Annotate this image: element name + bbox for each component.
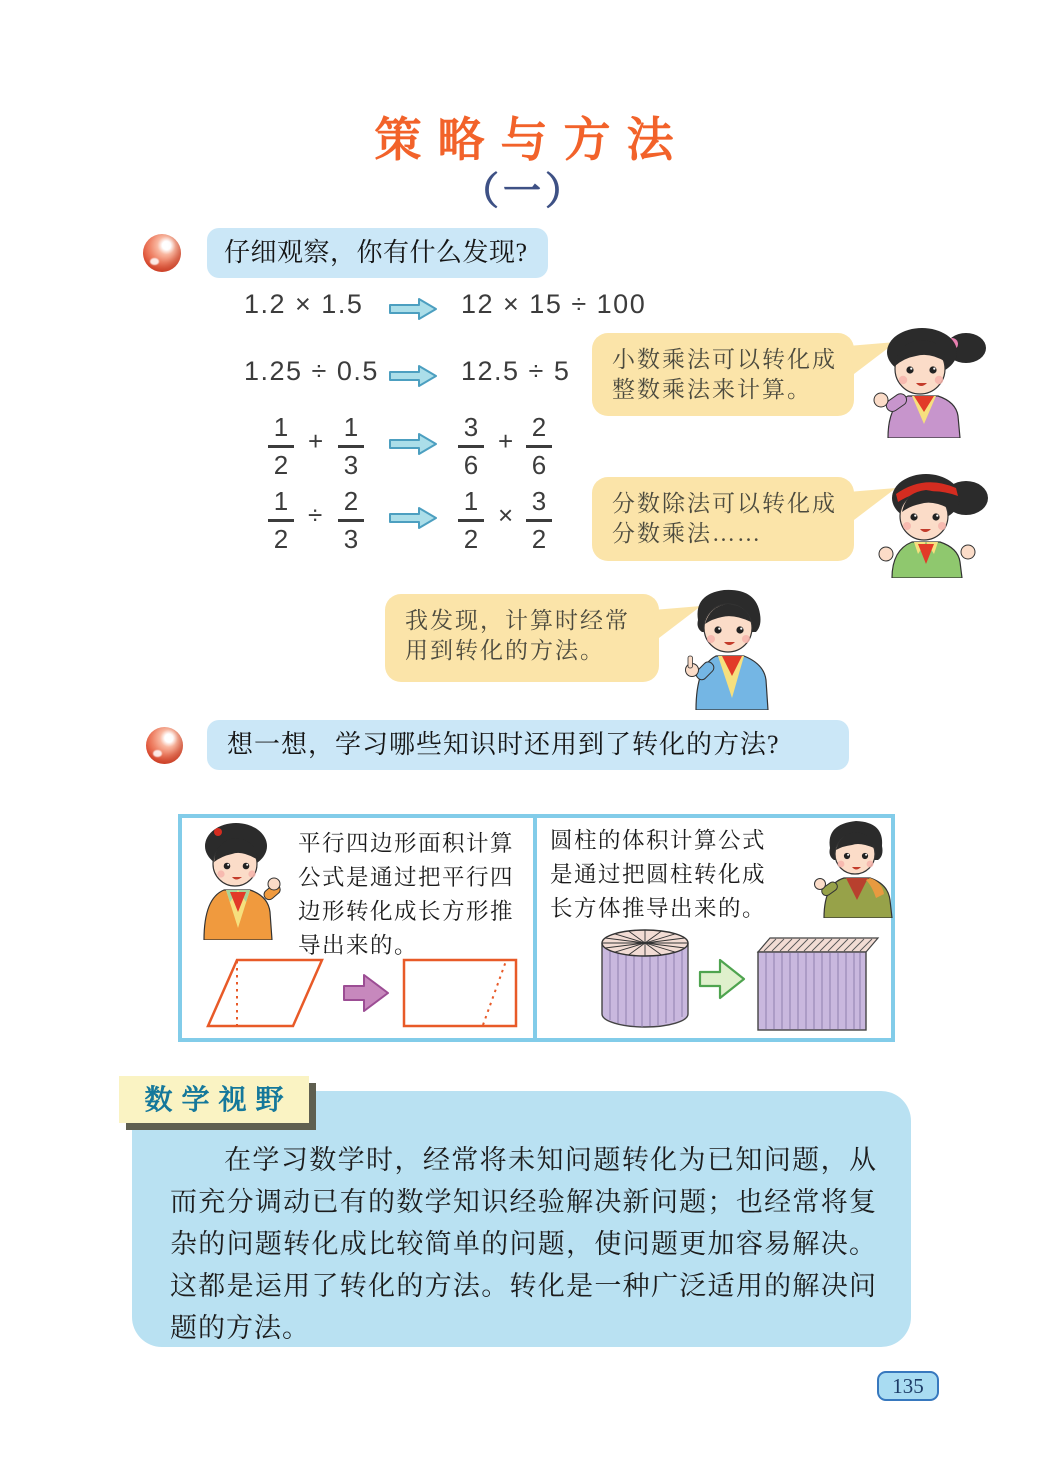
- operator: ×: [498, 500, 514, 530]
- green-block-arrow-icon: [700, 960, 744, 998]
- math-vision-box: [132, 1091, 911, 1347]
- boy-olive-illustration: [812, 818, 896, 918]
- operator: +: [498, 426, 514, 456]
- question-2-box: 想一想，学习哪些知识时还用到了转化的方法?: [207, 720, 849, 770]
- red-sphere-icon: [146, 727, 183, 764]
- equation-2-left: 1.25 ÷ 0.5: [244, 356, 379, 386]
- fraction: 3 2: [524, 486, 554, 555]
- fraction: 1 2: [456, 486, 486, 555]
- speech-bubble-discover: 我发现，计算时经常 用到转化的方法。: [385, 594, 659, 682]
- fraction: 1 2: [266, 412, 296, 481]
- speech-bubble-fraction: 分数除法可以转化成 分数乘法……: [592, 477, 854, 561]
- magenta-block-arrow-icon: [344, 975, 388, 1011]
- parallelogram-shape: [208, 960, 322, 1026]
- fraction: 3 6: [456, 412, 486, 481]
- operator: ÷: [308, 500, 323, 530]
- question-1-box: 仔细观察，你有什么发现?: [207, 228, 548, 278]
- panel-right-text: 圆柱的体积计算公式是通过把圆柱转化成长方体推导出来的。: [550, 828, 767, 921]
- fraction: 1 2: [266, 486, 296, 555]
- fraction: 1 3: [336, 412, 366, 481]
- rectangle-shape: [404, 960, 516, 1026]
- page-title: 策略与方法: [374, 113, 690, 166]
- page-subtitle: （一）: [460, 171, 587, 213]
- fraction: 2 6: [524, 412, 554, 481]
- math-vision-paragraph: 在学习数学时，经常将未知问题转化为已知问题，从而充分调动已有的数学知识经验解决新问题；也经常将复杂的问题转化成比较简单的问题，使问题更加容易解决。这都是运用了转化的方法。转化是一种广泛适用的解决问题的方法。: [170, 1145, 877, 1343]
- red-sphere-icon: [143, 234, 181, 272]
- girl-green-illustration: [866, 468, 1014, 578]
- equation-1-right: 12 × 15 ÷ 100: [461, 289, 647, 319]
- cyan-block-arrow-icon: [388, 297, 438, 321]
- prism-illustration: [758, 938, 878, 1030]
- boy-blue-illustration: [664, 586, 796, 710]
- speech-bubble-decimal: 小数乘法可以转化成 整数乘法来计算。: [592, 333, 854, 416]
- equation-1-left: 1.2 × 1.5: [244, 289, 364, 319]
- cut-dotted-line: [483, 961, 506, 1025]
- cyan-block-arrow-icon: [388, 364, 438, 388]
- girl-orange-illustration: [188, 820, 292, 940]
- fraction: 2 3: [336, 486, 366, 555]
- cyan-block-arrow-icon: [388, 506, 438, 530]
- math-vision-title-tab: 数学视野: [119, 1076, 309, 1123]
- panel-divider: [533, 818, 537, 1038]
- page-number-badge: 135: [877, 1371, 939, 1401]
- parallelogram-to-rectangle-diagram: [198, 952, 528, 1034]
- cyan-block-arrow-icon: [388, 432, 438, 456]
- girl-purple-illustration: [860, 324, 1012, 438]
- cylinder-to-prism-diagram: [588, 922, 888, 1037]
- panel-left-text: 平行四边形面积计算公式是通过把平行四边形转化成长方形推导出来的。: [298, 831, 515, 958]
- operator: +: [308, 426, 324, 456]
- equation-2-right: 12.5 ÷ 5: [461, 356, 571, 386]
